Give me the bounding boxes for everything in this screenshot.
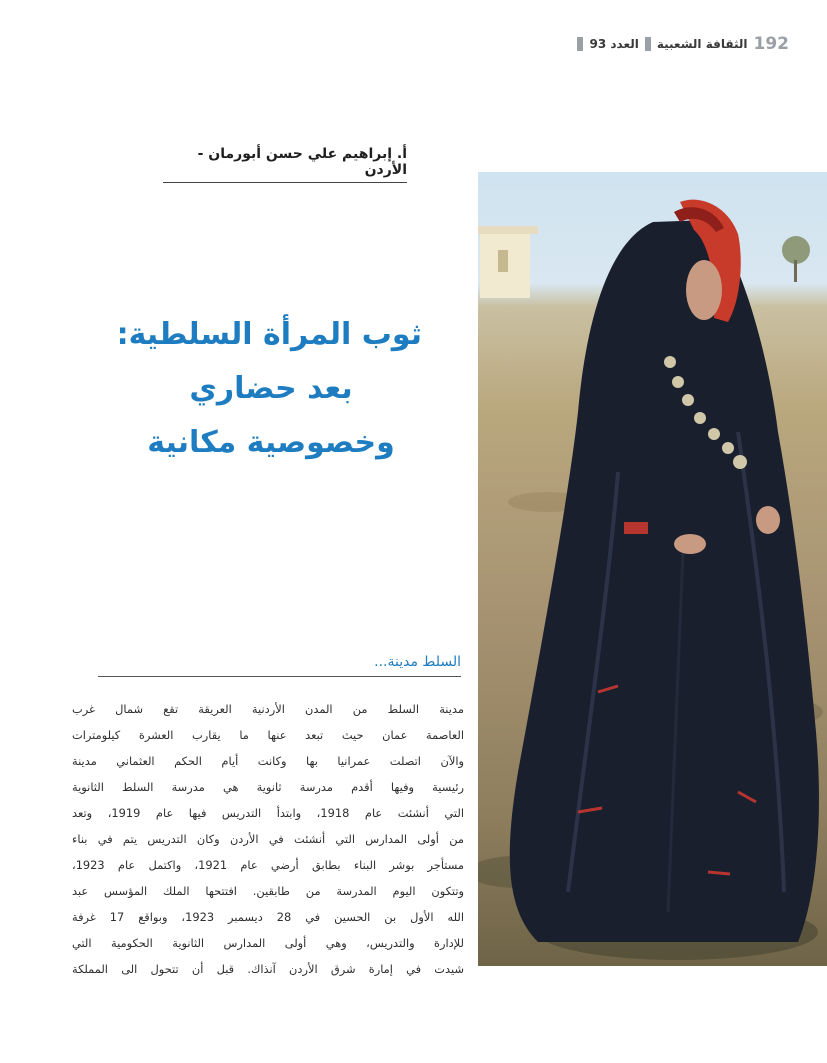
body-line: والآن اتصلت عمرانيا بها وكانت أيام الحكم العثماني مدينة xyxy=(72,754,464,768)
article-title xyxy=(116,308,422,470)
body-line: شيدت في إمارة شرق الأردن آنذاك. قبل أن تتحول الى المملكة xyxy=(72,962,464,976)
author-byline: أ. إبراهيم علي حسن أبورمان - الأردن xyxy=(163,146,407,183)
body-line: مدينة السلط من المدن الأردنية العريقة تقع شمال غرب xyxy=(72,702,464,716)
body-line: وتتكون اليوم المدرسة من طابقين. افتتحها الملك المؤسس عبد xyxy=(72,884,464,898)
woman-in-traditional-dress-photo xyxy=(478,172,827,966)
section-heading: السلط مدينة... xyxy=(98,654,461,677)
photo-illustration xyxy=(478,172,827,966)
header-separator-end xyxy=(577,37,583,51)
page-number: 192 xyxy=(753,34,789,54)
article-body xyxy=(72,696,464,982)
title-line-2: بعد حضاري xyxy=(189,371,353,406)
header-separator xyxy=(645,37,651,51)
body-line: للإدارة والتدريس، وهي أولى المدارس الثانوية الحكومية التي xyxy=(72,936,464,950)
title-line-1: ثوب المرأة السلطية: xyxy=(116,317,422,352)
magazine-name: الثقافة الشعبية xyxy=(656,37,748,51)
title-line-3: وخصوصية مكانية xyxy=(147,425,395,460)
body-line: مستأجر بوشر البناء بطابق أرضي عام 1921، واكتمل عام 1923، xyxy=(72,858,464,872)
body-line: التي أنشئت عام 1918، وابتدأ التدريس فيها عام 1919، وتعد xyxy=(72,806,464,820)
body-line: رئيسية وفيها أقدم مدرسة ثانوية هي مدرسة السلط الثانوية xyxy=(72,780,464,794)
running-header xyxy=(489,32,789,56)
issue-number: العدد 93 xyxy=(589,37,639,51)
body-line: من أولى المدارس التي أنشئت في الأردن وكان التدريس يتم في بناء xyxy=(72,832,464,846)
body-line: العاصمة عمان حيث تبعد عنها ما يقارب العشرة كيلومترات xyxy=(72,728,464,742)
body-line: الله الأول بن الحسين في 28 ديسمبر 1923، وبواقع 17 غرفة xyxy=(72,910,464,924)
